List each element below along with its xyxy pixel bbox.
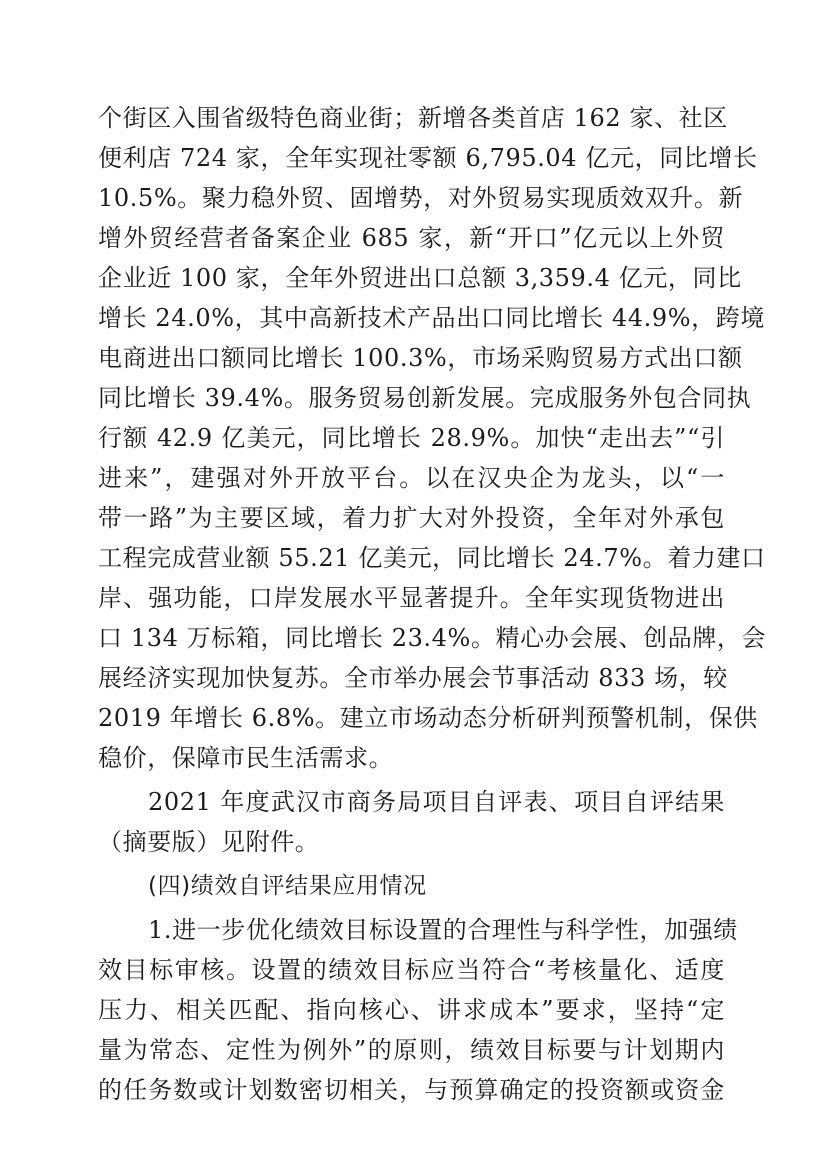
text-line: 便利店 724 家，全年实现社零额 6,795.04 亿元，同比增长 xyxy=(98,144,758,172)
section-heading: (四)绩效自评结果应用情况 xyxy=(148,873,427,899)
text-line: 增长 24.0%，其中高新技术产品出口同比增长 44.9%，跨境 xyxy=(98,304,765,332)
text-line: 2019 年增长 6.8%。建立市场动态分析研判预警机制，保供 xyxy=(98,704,758,732)
text-line: （摘要版）见附件。 xyxy=(98,828,320,856)
text-line: 压力、相关匹配、指向核心、讲求成本”要求，坚持“定 xyxy=(98,996,725,1024)
text-line: 口 134 万标箱，同比增长 23.4%。精心办会展、创品牌，会 xyxy=(98,624,767,652)
text-line: 1.进一步优化绩效目标设置的合理性与科学性，加强绩 xyxy=(148,916,738,944)
text-line: 展经济实现加快复苏。全市举办展会节事活动 833 场，较 xyxy=(98,664,728,692)
text-line: 进来”，建强对外开放平台。以在汉央企为龙头，以“一 xyxy=(98,464,725,492)
text-line: 稳价，保障市民生活需求。 xyxy=(98,744,394,772)
text-line: 个街区入围省级特色商业街；新增各类首店 162 家、社区 xyxy=(98,104,728,132)
text-line: 10.5%。聚力稳外贸、固增势，对外贸易实现质效双升。新 xyxy=(98,184,744,212)
text-line: 电商进出口额同比增长 100.3%，市场采购贸易方式出口额 xyxy=(98,344,743,372)
paragraph-attachment-note xyxy=(98,782,725,862)
document-body xyxy=(98,98,767,1110)
text-line: 同比增长 39.4%。服务贸易创新发展。完成服务外包合同执 xyxy=(98,384,752,412)
text-line: 增外贸经营者备案企业 685 家，新“开口”亿元以上外贸 xyxy=(98,224,725,252)
text-line: 量为常态、定性为例外”的原则，绩效目标要与计划期内 xyxy=(98,1036,725,1064)
text-line: 的任务数或计划数密切相关，与预算确定的投资额或资金 xyxy=(98,1076,725,1104)
text-line: 2021 年度武汉市商务局项目自评表、项目自评结果 xyxy=(148,788,725,816)
paragraph-commerce-results xyxy=(98,98,767,778)
text-line: 岸、强功能，口岸发展水平显著提升。全年实现货物进出 xyxy=(98,584,725,612)
text-line: 行额 42.9 亿美元，同比增长 28.9%。加快“走出去”“引 xyxy=(98,424,725,452)
section-heading-block xyxy=(98,866,725,906)
text-line: 效目标审核。设置的绩效目标应当符合“考核量化、适度 xyxy=(98,956,725,984)
text-line: 工程完成营业额 55.21 亿美元，同比增长 24.7%。着力建口 xyxy=(98,544,766,572)
text-line: 带一路”为主要区域，着力扩大对外投资，全年对外承包 xyxy=(98,504,725,532)
paragraph-target-optimization xyxy=(98,910,738,1110)
text-line: 企业近 100 家，全年外贸进出口总额 3,359.4 亿元，同比 xyxy=(98,264,742,292)
